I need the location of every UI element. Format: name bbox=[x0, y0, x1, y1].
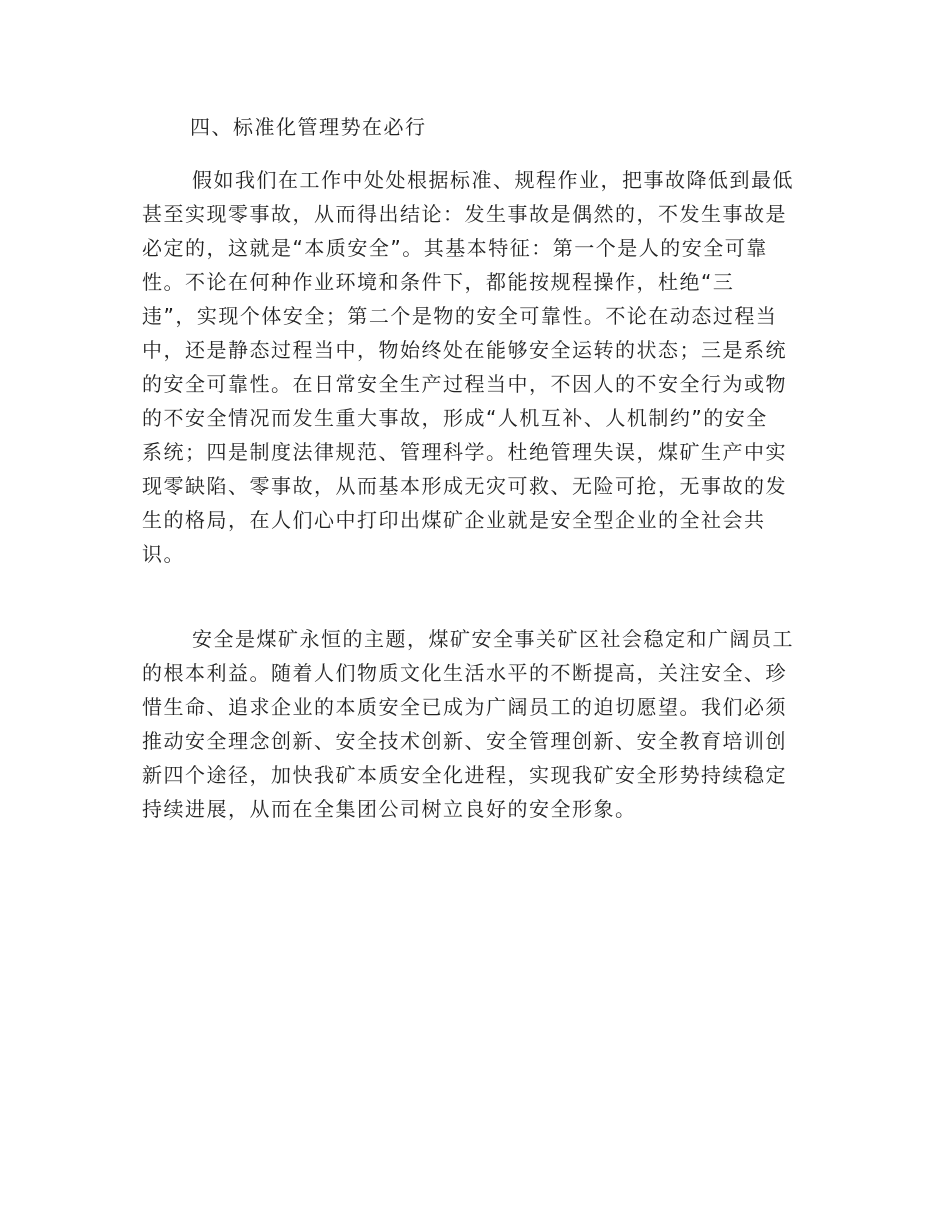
paragraph-line: 推动安全理念创新、安全技术创新、安全管理创新、安全教育培训创 bbox=[142, 729, 787, 753]
paragraph-line: 新四个途径，加快我矿本质安全化进程，实现我矿安全形势持续稳定 bbox=[142, 763, 787, 787]
paragraph-line: 的不安全情况而发生重大事故，形成“人机互补、人机制约”的安全 bbox=[142, 406, 768, 430]
paragraph-line: 甚至实现零事故，从而得出结论：发生事故是偶然的，不发生事故是 bbox=[142, 202, 787, 226]
paragraph-line: 性。不论在何种作业环境和条件下，都能按规程操作，杜绝“三 bbox=[142, 270, 735, 294]
paragraph-line: 安全是煤矿永恒的主题，煤矿安全事关矿区社会稳定和广阔员工 bbox=[192, 627, 794, 651]
paragraph-line: 现零缺陷、零事故，从而基本形成无灾可救、无险可抢，无事故的发 bbox=[142, 474, 787, 498]
paragraph-line: 中，还是静态过程当中，物始终处在能够安全运转的状态；三是系统 bbox=[142, 338, 787, 362]
paragraph-1 bbox=[142, 163, 808, 571]
paragraph-line: 假如我们在工作中处处根据标准、规程作业，把事故降低到最低 bbox=[192, 168, 794, 192]
paragraph-line: 的根本利益。随着人们物质文化生活水平的不断提高，关注安全、珍 bbox=[142, 661, 787, 685]
paragraph-line: 的安全可靠性。在日常安全生产过程当中，不因人的不安全行为或物 bbox=[142, 372, 787, 396]
paragraph-line: 必定的，这就是“本质安全”。其基本特征：第一个是人的安全可靠 bbox=[142, 236, 768, 260]
paragraph-line: 违”，实现个体安全；第二个是物的安全可靠性。不论在动态过程当 bbox=[142, 304, 778, 328]
paragraph-line: 识。 bbox=[142, 542, 185, 566]
paragraph-line: 系统；四是制度法律规范、管理科学。杜绝管理失误，煤矿生产中实 bbox=[142, 440, 787, 464]
paragraph-line: 生的格局，在人们心中打印出煤矿企业就是安全型企业的全社会共 bbox=[142, 508, 766, 532]
paragraph-line: 持续进展，从而在全集团公司树立良好的安全形象。 bbox=[142, 797, 637, 821]
paragraph-line: 惜生命、追求企业的本质安全已成为广阔员工的迫切愿望。我们必须 bbox=[142, 695, 787, 719]
paragraph-2 bbox=[142, 622, 808, 826]
section-heading: 四、标准化管理势在必行 bbox=[190, 115, 427, 139]
